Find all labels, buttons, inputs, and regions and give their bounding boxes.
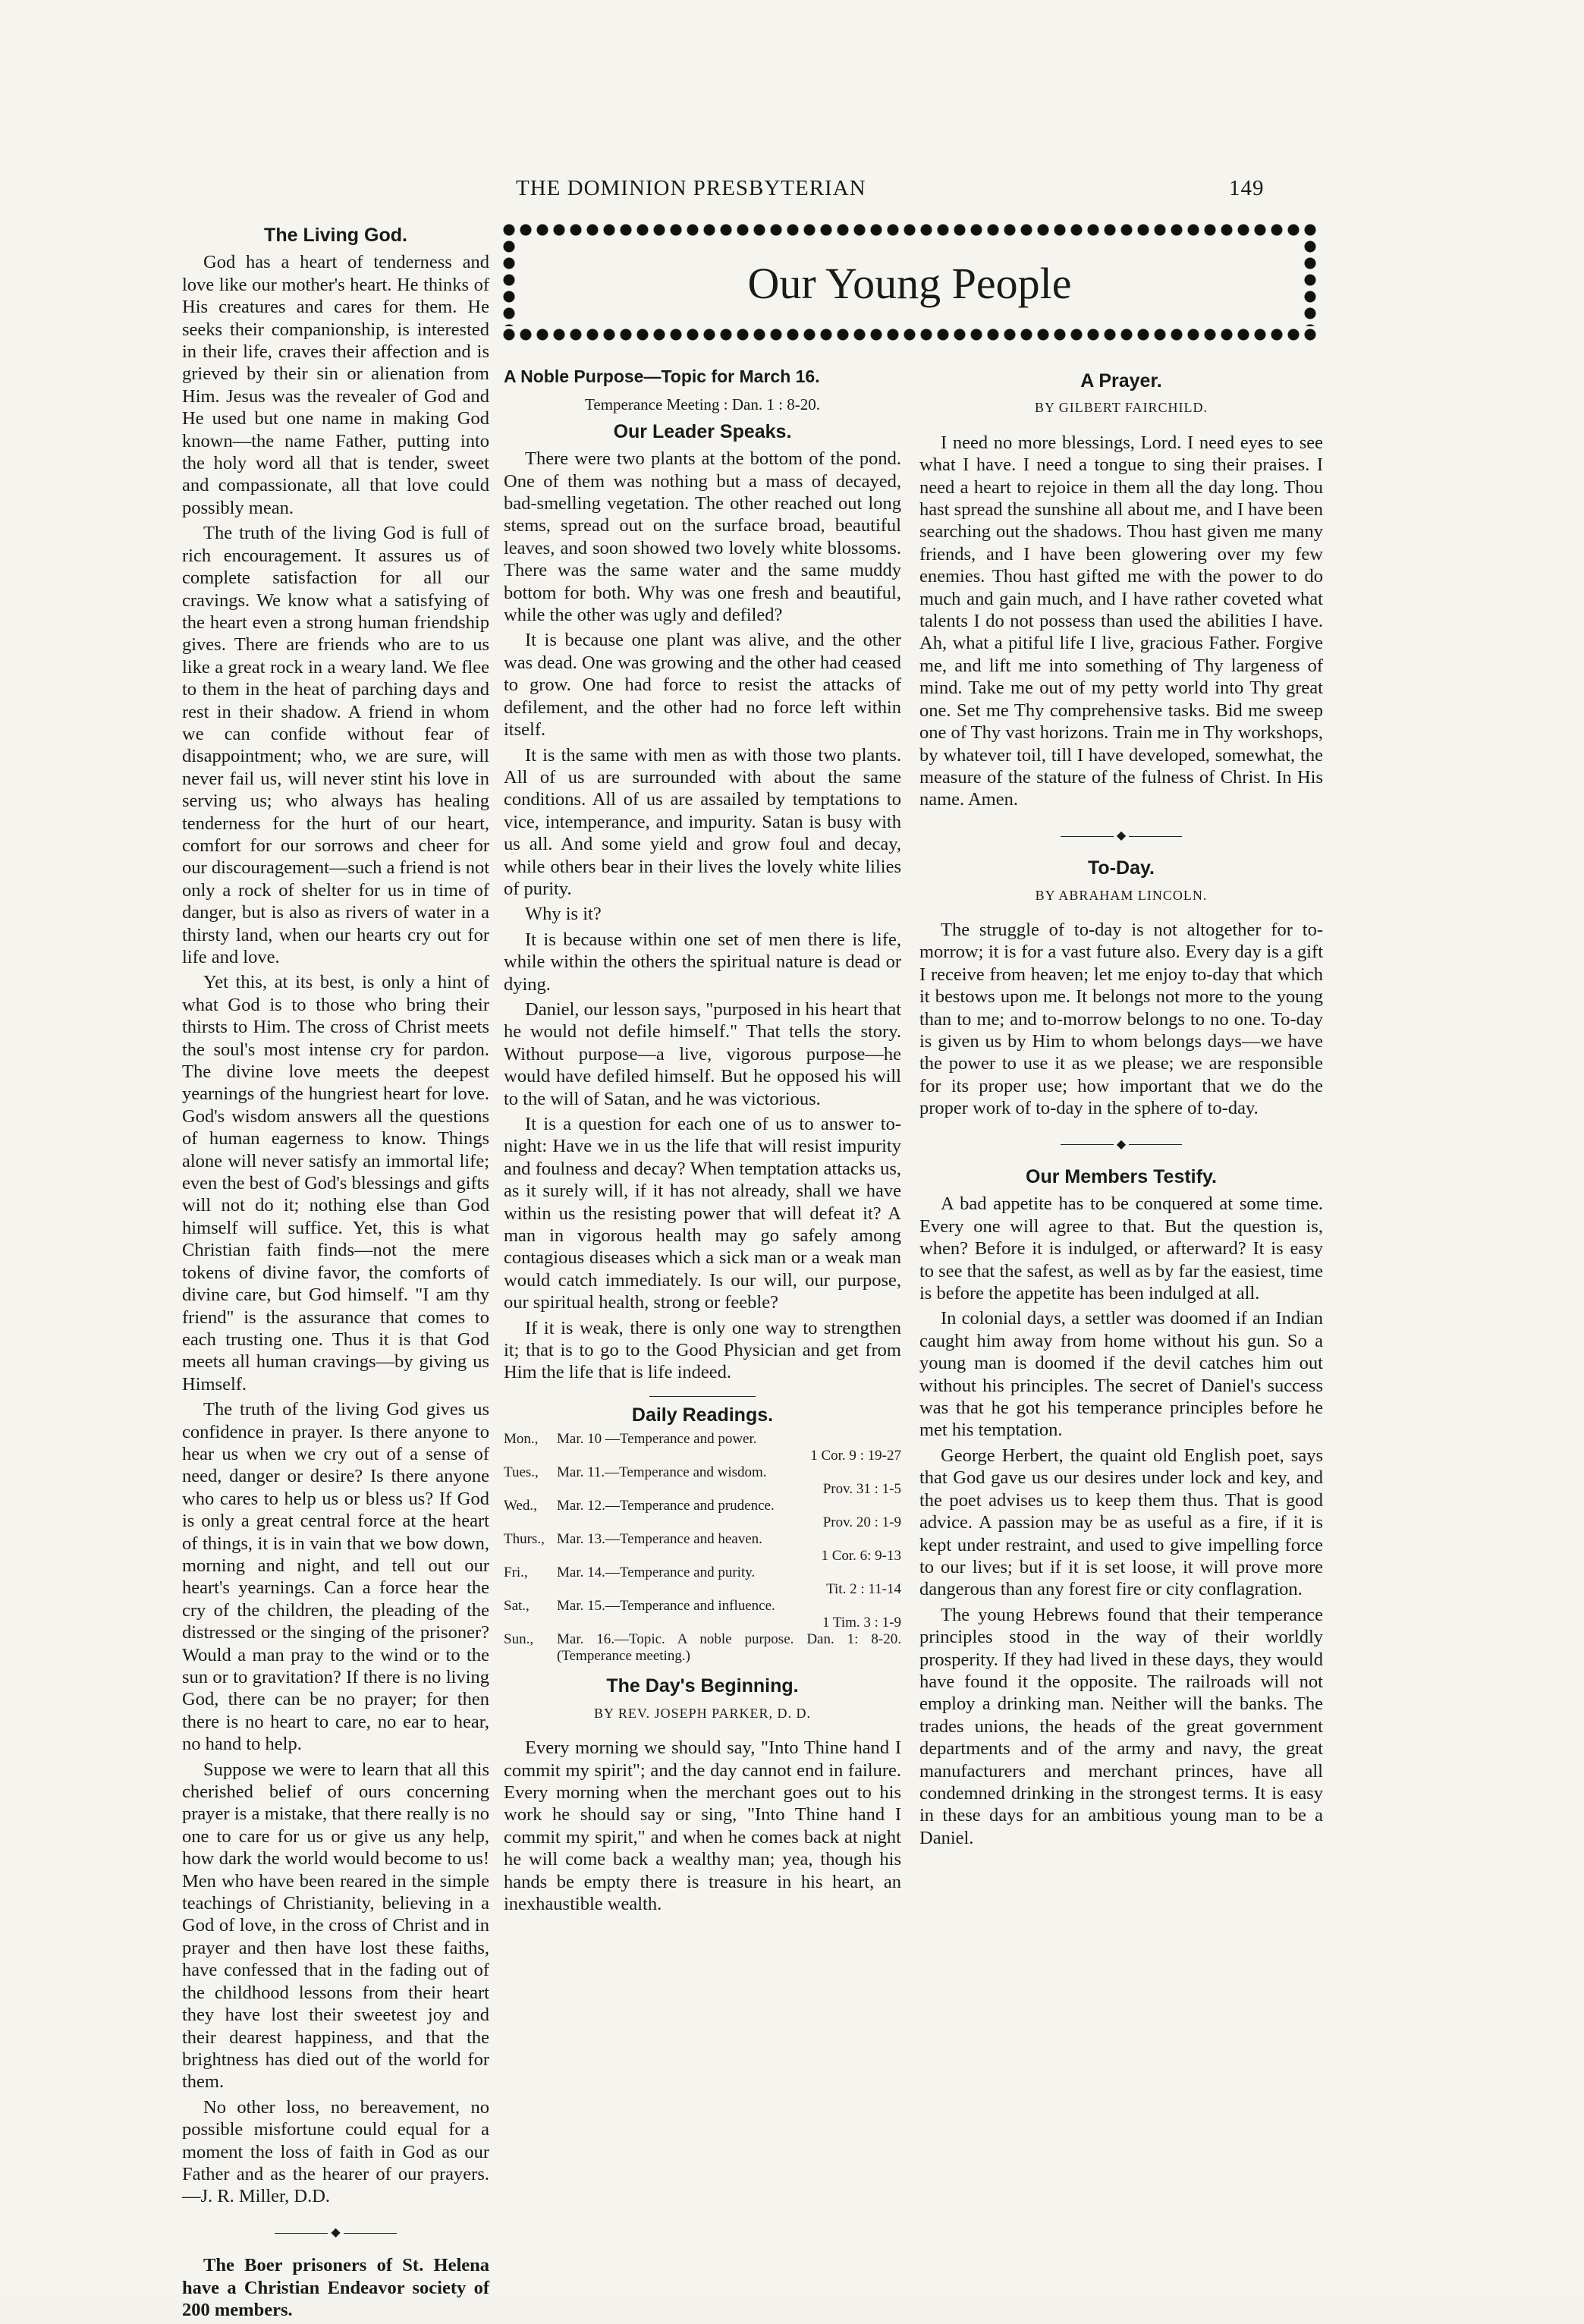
paragraph: God has a heart of tenderness and love like our mother's heart. He thinks of His creatures and cares for them. He seeks their companionship, is interested in their life, craves their affection and is grieved by their sin or alienation from Him. Jesus was the revealer of God and He used but one name in making God known—the name Father, putting into the holy word all that is tender, sweet and compassionate, all that love could possibly mean. [182, 252, 489, 518]
section-divider: ◆ [919, 1134, 1323, 1156]
section-rule [649, 1396, 756, 1397]
reading-row [504, 1498, 901, 1531]
reading-ref: 1 Cor. 6: 9-13 [821, 1548, 901, 1565]
paragraph: It is because one plant was alive, and the other was dead. One was growing and the other had ceased to grow. One had force to resist the attacks of defilement, and the other had no force left within itself. [504, 630, 901, 741]
banner-title: Our Young People [747, 259, 1072, 308]
reading-text: Mar. 12.—Temperance and prudence. [557, 1498, 775, 1514]
article-heading-living-god: The Living God. [264, 225, 407, 246]
reading-text: Mar. 14.—Temperance and purity. [557, 1565, 756, 1581]
article-heading-leader-speaks: Our Leader Speaks. [613, 420, 792, 442]
paragraph: Daniel, our lesson says, "purposed in his heart that he would not defile himself." That tells the story. Without purpose—a live, vigorous purpose—he would have defiled himself. But he opposed his will to the will of Satan, and he was victorious. [504, 998, 901, 1109]
closing-note: The Boer prisoners of St. Helena have a Christian Endeavor society of 200 members. [182, 2255, 489, 2320]
paragraph: No other loss, no bereavement, no possible misfortune could equal for a moment the loss of faith in God as our Father and as the hearer of our prayers.—J. R. Miller, D.D. [182, 2096, 489, 2207]
daily-readings-heading: Daily Readings. [631, 1404, 774, 1426]
page-number: 149 [1229, 176, 1265, 200]
reading-row [504, 1464, 901, 1498]
paragraph: There were two plants at the bottom of the pond. One of them was nothing but a mass of decayed, bad-smelling vegetation. The other reached out long stems, spread out on the surface broad, beautiful leaves, and soon showed two lovely white blossoms. There was the same water and the same muddy bottom for both. Why was one fresh and beautiful, while the other was ugly and defiled? [504, 448, 901, 626]
paragraph: It is the same with men as with those two plants. All of us are surrounded with about the same conditions. All of us are assailed by temptations to vice, intemperance, and impurity. Satan is busy with us all. And some yield and grow foul and decay, while others bear in their lives the lovely white lilies of purity. [504, 744, 901, 899]
section-banner [501, 222, 1318, 343]
daily-readings-table [504, 1431, 901, 1665]
banner-dot-border-top [501, 222, 1318, 238]
reading-row [504, 1431, 901, 1464]
paragraph: A bad appetite has to be conquered at some time. Every one will agree to that. But the question is, when? Before it is indulged, or afterward? It is easy to see that the safest, as well as by far the easiest, time is before the appetite has been indulged at all. [919, 1193, 1324, 1304]
reading-text: Mar. 15.—Temperance and influence. [557, 1598, 775, 1615]
paragraph: Yet this, at its best, is only a hint of what God is to those who bring their thirsts to Him. The cross of Christ meets the soul's most intense cry for pardon. The divine love meets the deepest yearnings of the hungriest heart for love. God's wisdom answers all the questions of human eagerness to know. Things alone will never satisfy an immortal life; even the best of God's blessings and gifts will not do it; nothing else than God himself will suffice. Yet, this is what Christian faith finds—not the mere tokens of divine favor, the comforts of divine care, but God himself. "I am thy friend" is the assurance that comes to each trusting one. Thus it is that God meets all human cravings—by giving us Himself. [182, 972, 489, 1395]
reading-text: Mar. 13.—Temperance and heaven. [557, 1531, 762, 1548]
reading-day: Wed., [504, 1498, 537, 1514]
article-heading-prayer: A Prayer. [1080, 370, 1162, 392]
paragraph: Suppose we were to learn that all this cherished belief of ours concerning prayer is a mistake, that there really is no one to care for us or give us any help, how dark the world would become to us! Men who have been reared in the simple teachings of Christianity, believing in a God of love, in the cross of Christ and in prayer and then have lost these faiths, have confessed that in the fading out of the childhood lessons from their heart they have lost their sweetest joy and their dearest happiness, and that the brightness has died out of the world for them. [182, 1759, 489, 2093]
reading-day: Fri., [504, 1565, 528, 1581]
reading-day: Sun., [504, 1631, 534, 1648]
paragraph: The young Hebrews found that their temperance principles stood in the way of their worldly prosperity. If they had lived in these days, they would have found it the opposite. The railroads will not employ a drinking man. Neither will the banks. The trades unions, the heads of the great government departments and of the army and navy, the great manufacturers and merchant princes, have all condemned drinking in the strongest terms. It is easy in these days for an ambitious young man to be a Daniel. [919, 1604, 1323, 1848]
paragraph: In colonial days, a settler was doomed if an Indian caught him away from home without his gun. So a young man is doomed if the devil catches him out without his principles. The secret of Daniel's success was that he got his temperance principles before he met his temptation. [919, 1308, 1323, 1441]
paragraph: It is because within one set of men there is life, while within the others the spiritual nature is dead or dying. [504, 929, 901, 995]
paragraph: George Herbert, the quaint old English poet, says that God gave us our desires under lock and key, and the poet advises us to keep them thus. That is good advice. A passion may be as useful as a fire, if it is kept under restraint, and used to give impelling force to our lives; but if it is set loose, it will prove more dangerous than any forest fire or city conflagration. [919, 1445, 1323, 1600]
byline: BY REV. JOSEPH PARKER, D. D. [594, 1705, 811, 1721]
reading-row [504, 1631, 901, 1665]
publication-title: THE DOMINION PRESBYTERIAN [516, 176, 866, 200]
column-middle [504, 366, 901, 1918]
meeting-reference: Temperance Meeting : Dan. 1 : 8-20. [585, 395, 820, 414]
reading-ref: 1 Cor. 9 : 19-27 [810, 1448, 901, 1464]
paragraph: The truth of the living God gives us confidence in prayer. Is there anyone to hear us when we cry out of a sense of need, danger or desire? Is there anyone who cares to help us or bless us? If God is only a great central force at the heart of things, it is in vain that we bow down, morning and night, and tell out our heart's yearnings. Can a force hear the cry of the children, the pleading of the distressed or the singing of the prisoner? Would a man pray to the wind or to the sun or to gravitation? If there is no living God, there can be no prayer; for then there is no heart to care, no ear to hear, no hand to help. [182, 1399, 489, 1755]
section-divider: ◆ [919, 825, 1323, 847]
byline: BY GILBERT FAIRCHILD. [1034, 400, 1208, 416]
column-right [919, 366, 1323, 1852]
reading-text: Mar. 11.—Temperance and wisdom. [557, 1464, 767, 1481]
paragraph: I need no more blessings, Lord. I need eyes to see what I have. I need a tongue to sing their praises. I need a heart to rejoice in them all the day long. Thou hast spread the sunshine all about me, and I have been searching out the shadows. Thou hast given me many friends, and I have been glowering over my few enemies. Thou hast gifted me with the power to do much and gain much, and I have rather coveted what talents I do not possess than used the abilities I have. Ah, what a pitiful life I live, gracious Father. Forgive me, and lift me into something of Thy largeness of mind. Take me out of my petty world into Thy great one. Set me Thy comprehensive tasks. Bid me sweep one of Thy vast horizons. Train me in Thy workshops, by whatever toil, till I have developed, somewhat, the measure of the stature of the fulness of Christ. In His name. Amen. [919, 432, 1323, 810]
paragraph: Every morning we should say, "Into Thine hand I commit my spirit"; and the day cannot end in failure. Every morning when the merchant goes out to his work he should say or sing, "Into Thine hand I commit my spirit," and when he comes back at night he will come back a wealthy man; yea, though his hands be empty there is treasure in his heart, an inexhaustible wealth. [504, 1737, 901, 1914]
banner-dot-border-bottom [501, 326, 1318, 343]
reading-row [504, 1565, 901, 1598]
section-divider: ◆ [182, 2222, 489, 2244]
reading-ref: Prov. 31 : 1-5 [822, 1481, 901, 1498]
column-left [182, 220, 489, 2324]
article-heading-members-testify: Our Members Testify. [1026, 1166, 1217, 1187]
reading-text: Mar. 16.—Topic. A noble purpose. Dan. 1: 8-20. (Temperance meeting.) [557, 1631, 901, 1665]
reading-day: Mon., [504, 1431, 539, 1448]
paragraph: It is a question for each one of us to answer to-night: Have we in us the life that will resist impurity and foulness and decay? When temptation attacks us, as it surely will, if it has not already, shall we have within us the resisting power that will defeat it? A man in vigorous health may go safely among contagious diseases which a sick man or a weak man would catch immediately. Is our will, our purpose, our spiritual health, strong or feeble? [504, 1114, 901, 1313]
article-heading-today: To-Day. [1088, 857, 1155, 879]
reading-ref: 1 Tim. 3 : 1-9 [822, 1615, 901, 1631]
article-heading-days-beginning: The Day's Beginning. [606, 1675, 799, 1697]
byline: BY ABRAHAM LINCOLN. [1035, 887, 1208, 903]
topic-heading: A Noble Purpose—Topic for March 16. [504, 366, 820, 386]
paragraph: If it is weak, there is only one way to strengthen it; that is to go to the Good Physician and get from Him the life that is life indeed. [504, 1317, 901, 1383]
reading-row [504, 1531, 901, 1565]
reading-day: Thurs., [504, 1531, 545, 1548]
paragraph: The struggle of to-day is not altogether for to-morrow; it is for a vast future also. Every day is a gift I receive from heaven; let me enjoy to-day that which it bestows upon me. It belongs not more to the young than to me; and to-morrow belongs to no one. To-day is given us by Him to whom belongs days—we have the power to use it as we please; we are responsible for its proper use; how important that we do the proper work of to-day in the sphere of to-day. [919, 919, 1323, 1119]
reading-ref: Tit. 2 : 11-14 [826, 1581, 901, 1598]
reading-text: Mar. 10 —Temperance and power. [557, 1431, 757, 1448]
paragraph: The truth of the living God is full of rich encouragement. It assures us of complete satisfaction for all our cravings. We know what a satisfying of the heart even a strong human friendship gives. There are friends who are to us like a great rock in a weary land. We flee to them in the heat of parching days and rest in their shadow. A friend in whom we can confide without fear of disappointment; who, we are sure, will never fail us, will never stint his love in serving us; who always has healing tenderness for the hurt of our heart, comfort for our sorrows and cheer for our discouragement—such a friend is not only a rock of shelter for us in time of danger, but is also as rivers of water in a thirsty land, when our hearts cry out for life and love. [182, 523, 489, 967]
paragraph: Why is it? [525, 904, 602, 925]
reading-day: Tues., [504, 1464, 539, 1481]
reading-ref: Prov. 20 : 1-9 [822, 1514, 901, 1531]
reading-row [504, 1598, 901, 1631]
reading-day: Sat., [504, 1598, 530, 1615]
